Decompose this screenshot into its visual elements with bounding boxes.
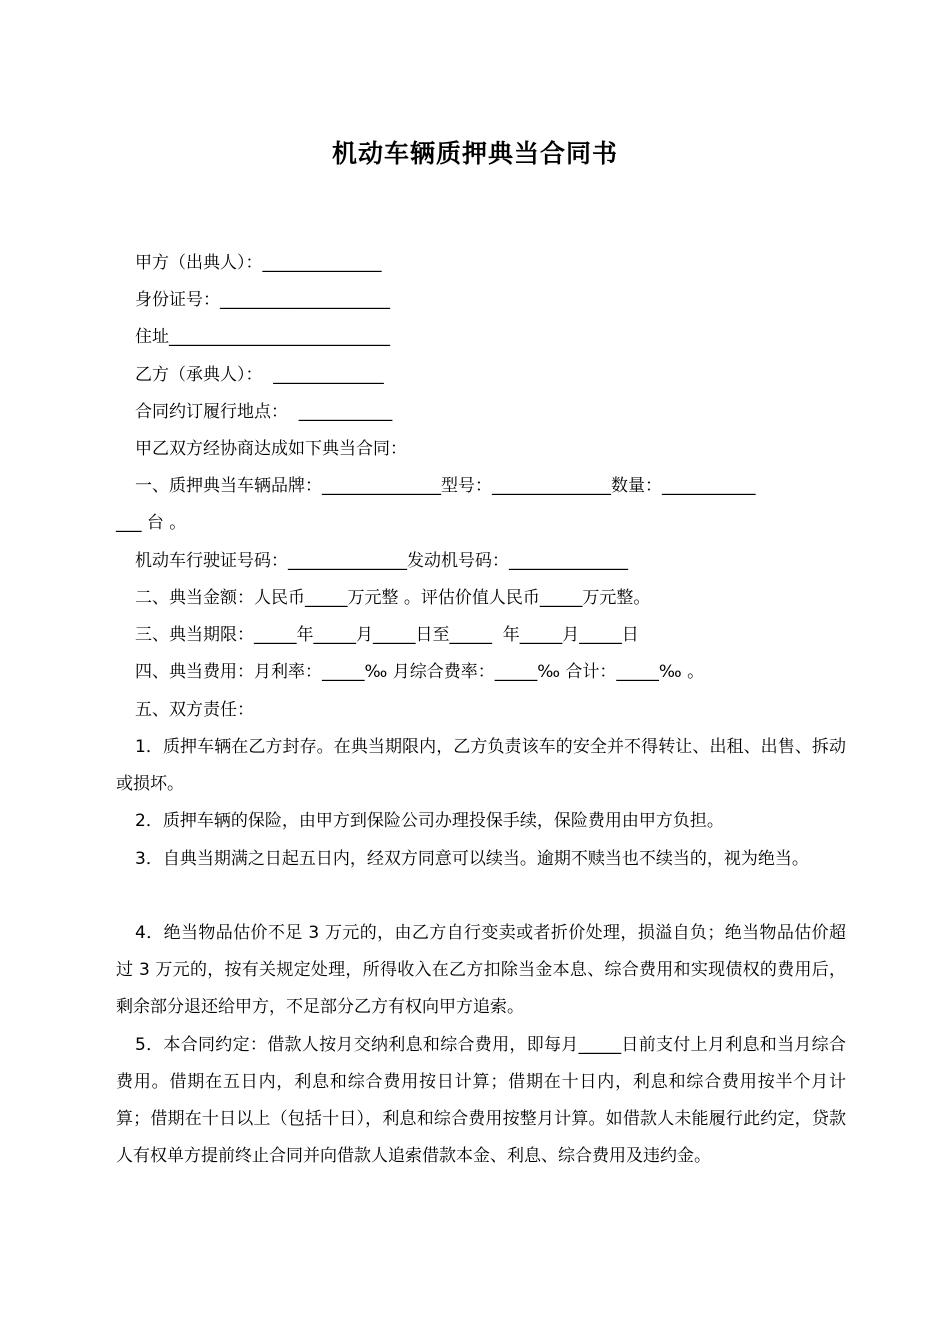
clause-2-amount: 二、典当金额：人民币_____万元整 。评估价值人民币_____万元整。	[135, 588, 651, 608]
clause-5-heading: 五、双方责任：	[135, 700, 254, 720]
clause-1-quantity-cont: ___ 台 。	[116, 513, 187, 533]
party-a-field: 甲方（出典人）：______________	[135, 253, 382, 273]
duty-3: 3．自典当期满之日起五日内，经双方同意可以续当。逾期不赎当也不续当的，视为绝当。	[135, 849, 809, 869]
duty-4: 4．绝当物品估价不足 3 万元的，由乙方自行变卖或者折价处理，损溢自负；绝当物品估价超过 3 万元的，按有关规定处理，所得收入在乙方扣除当金本息、综合费用和实现债权的费用后，剩余部分退还给甲方，不足部分乙方有权向甲方追索。	[116, 923, 846, 1017]
clause-3-term: 三、典当期限：_____年_____月_____日至_____ 年_____月_____日	[135, 625, 639, 645]
duty-5: 5．本合同约定：借款人按月交纳利息和综合费用，即每月_____日前支付上月利息和当月综合费用。借期在五日内，利息和综合费用按日计算；借期在十日内，利息和综合费用按半个月计算；借期在十日以上（包括十日），利息和综合费用按整月计算。如借款人未能履行此约定，贷款人有权单方提前终止合同并向借款人追索借款本金、利息、综合费用及违约金。	[116, 1035, 846, 1166]
clause-1-license: 机动车行驶证号码：______________发动机号码：______________	[135, 551, 628, 571]
party-b-field: 乙方（承典人）： _____________	[135, 365, 384, 385]
location-field: 合同约订履行地点： ___________	[135, 402, 393, 422]
clause-4-fees: 四、典当费用：月利率：_____‰ 月综合费率：_____‰ 合计：_____‰ 。	[135, 662, 705, 682]
clause-1-vehicle: 一、质押典当车辆品牌：______________型号：______________数量：___________	[135, 476, 756, 496]
intro-text: 甲乙双方经协商达成如下典当合同：	[135, 439, 407, 459]
address-field: 住址__________________________	[135, 327, 390, 347]
id-number-field: 身份证号：____________________	[135, 290, 390, 310]
duty-2: 2．质押车辆的保险，由甲方到保险公司办理投保手续，保险费用由甲方负担。	[135, 811, 724, 831]
duty-1: 1．质押车辆在乙方封存。在典当期限内，乙方负责该车的安全并不得转让、出租、出售、拆动或损坏。	[116, 737, 846, 794]
document-title: 机动车辆质押典当合同书	[331, 139, 618, 168]
